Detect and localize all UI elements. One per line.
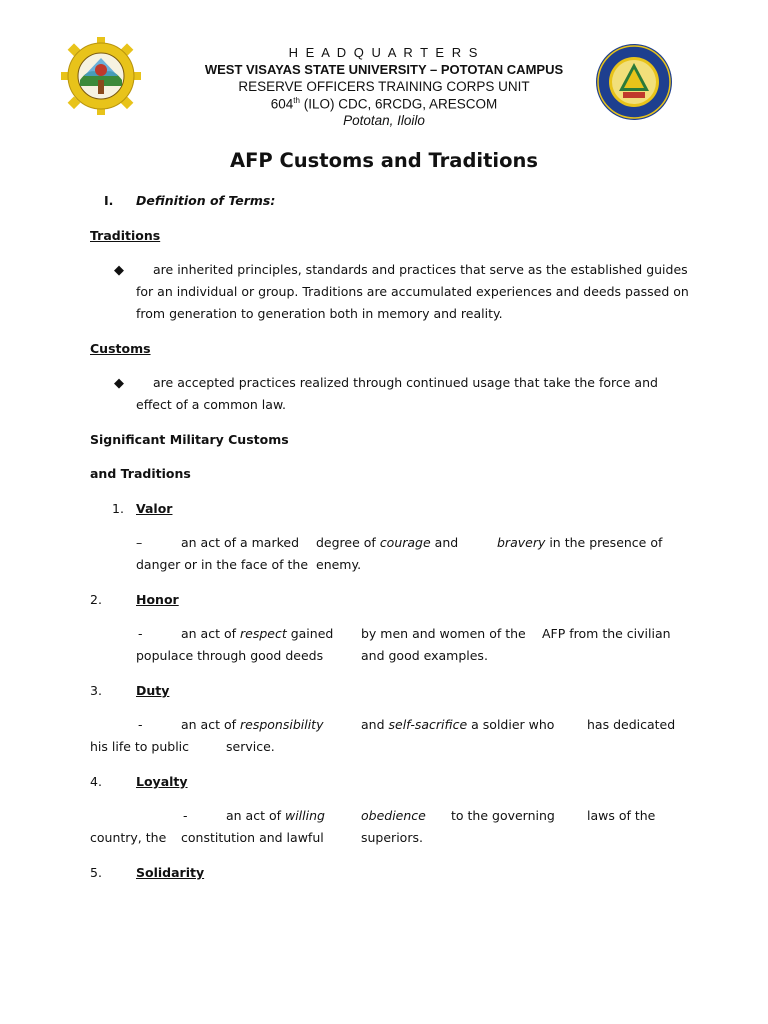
duty-line2b: service. (226, 739, 275, 754)
duty-text-b (361, 717, 554, 732)
header-cdc-num: 604 (270, 96, 294, 112)
header-university: WEST VISAYAS STATE UNIVERSITY – POTOTAN CAMPUS (204, 62, 564, 77)
valor-line2b: enemy. (316, 557, 362, 572)
customs-line1: are accepted practices realized through continued usage that take the force and (153, 375, 658, 390)
valor-text-b (316, 535, 458, 550)
section-label: Definition of Terms: (136, 193, 276, 208)
honor-title: Honor (136, 592, 179, 607)
valor-text-a: an act of a marked (181, 535, 300, 550)
loyalty-text-c: to the governing (451, 808, 555, 823)
honor-dash: - (138, 626, 143, 641)
traditions-line2: for an individual or group. Traditions are accumulated experiences and deeds passed on (136, 284, 689, 299)
page-title: AFP Customs and Traditions (230, 149, 538, 172)
duty-number: 3. (90, 683, 102, 698)
honor-line2a: populace through good deeds (136, 648, 324, 663)
duty-text-b1: and (361, 717, 389, 732)
honor-text-a2: gained (286, 626, 334, 641)
honor-text-a1: an act of (181, 626, 240, 641)
honor-text-c: AFP from the civilian (542, 626, 671, 641)
section-numeral: I. (104, 193, 114, 208)
loyalty-line2a: country, the (90, 830, 167, 845)
duty-self-sacrifice: self-sacrifice (388, 717, 468, 732)
valor-line2a: danger or in the face of the (136, 557, 309, 572)
customs-line2: effect of a common law. (136, 397, 286, 412)
loyalty-text-d: laws of the (587, 808, 656, 823)
loyalty-number: 4. (90, 774, 102, 789)
header-unit: RESERVE OFFICERS TRAINING CORPS UNIT (238, 79, 530, 94)
loyalty-dash: - (183, 808, 188, 823)
valor-courage: courage (379, 535, 431, 550)
loyalty-line2c: superiors. (361, 830, 423, 845)
customs-bullet-icon: ◆ (114, 375, 124, 390)
traditions-heading: Traditions (90, 228, 161, 243)
duty-text-a (181, 717, 323, 732)
loyalty-willing: willing (284, 808, 325, 823)
duty-dash: - (138, 717, 143, 732)
solidarity-number: 5. (90, 865, 102, 880)
significant-line2: and Traditions (90, 466, 191, 481)
solidarity-title: Solidarity (136, 865, 205, 880)
duty-title: Duty (136, 683, 170, 698)
duty-text-c: has dedicated (587, 717, 676, 732)
valor-text-c (497, 535, 662, 550)
loyalty-title: Loyalty (136, 774, 188, 789)
traditions-line1: are inherited principles, standards and practices that serve as the established guides (153, 262, 688, 277)
header-hq: H E A D Q U A R T E R S (288, 45, 480, 60)
loyalty-text-a1: an act of (226, 808, 285, 823)
duty-text-a1: an act of (181, 717, 240, 732)
traditions-bullet-icon: ◆ (114, 262, 124, 277)
duty-line2a: his life to public (90, 739, 190, 754)
header-cdc-sup: th (293, 96, 300, 105)
honor-text-b: by men and women of the (361, 626, 526, 641)
honor-number: 2. (90, 592, 102, 607)
loyalty-text-a (226, 808, 325, 823)
valor-dash: – (136, 535, 143, 550)
honor-line2b: and good examples. (361, 648, 488, 663)
valor-text-b1: degree of (316, 535, 380, 550)
header-cdc-rest: (ILO) CDC, 6RCDG, ARESCOM (299, 96, 498, 112)
customs-heading: Customs (90, 341, 151, 356)
loyalty-obedience: obedience (361, 808, 426, 823)
traditions-line3: from generation to generation both in memory and reality. (136, 306, 503, 321)
duty-text-b2: a soldier who (467, 717, 555, 732)
loyalty-line2b: constitution and lawful (181, 830, 324, 845)
valor-number: 1. (112, 501, 124, 516)
significant-line1: Significant Military Customs (90, 432, 289, 447)
header-cdc (0, 96, 768, 112)
honor-respect: respect (239, 626, 287, 641)
honor-text-a (181, 626, 333, 641)
valor-title: Valor (136, 501, 173, 516)
valor-text-c2: in the presence of (545, 535, 663, 550)
header-location: Pototan, Iloilo (343, 113, 425, 128)
valor-bravery: bravery (497, 535, 546, 550)
duty-responsibility: responsibility (239, 717, 324, 732)
valor-text-b2: and (430, 535, 459, 550)
